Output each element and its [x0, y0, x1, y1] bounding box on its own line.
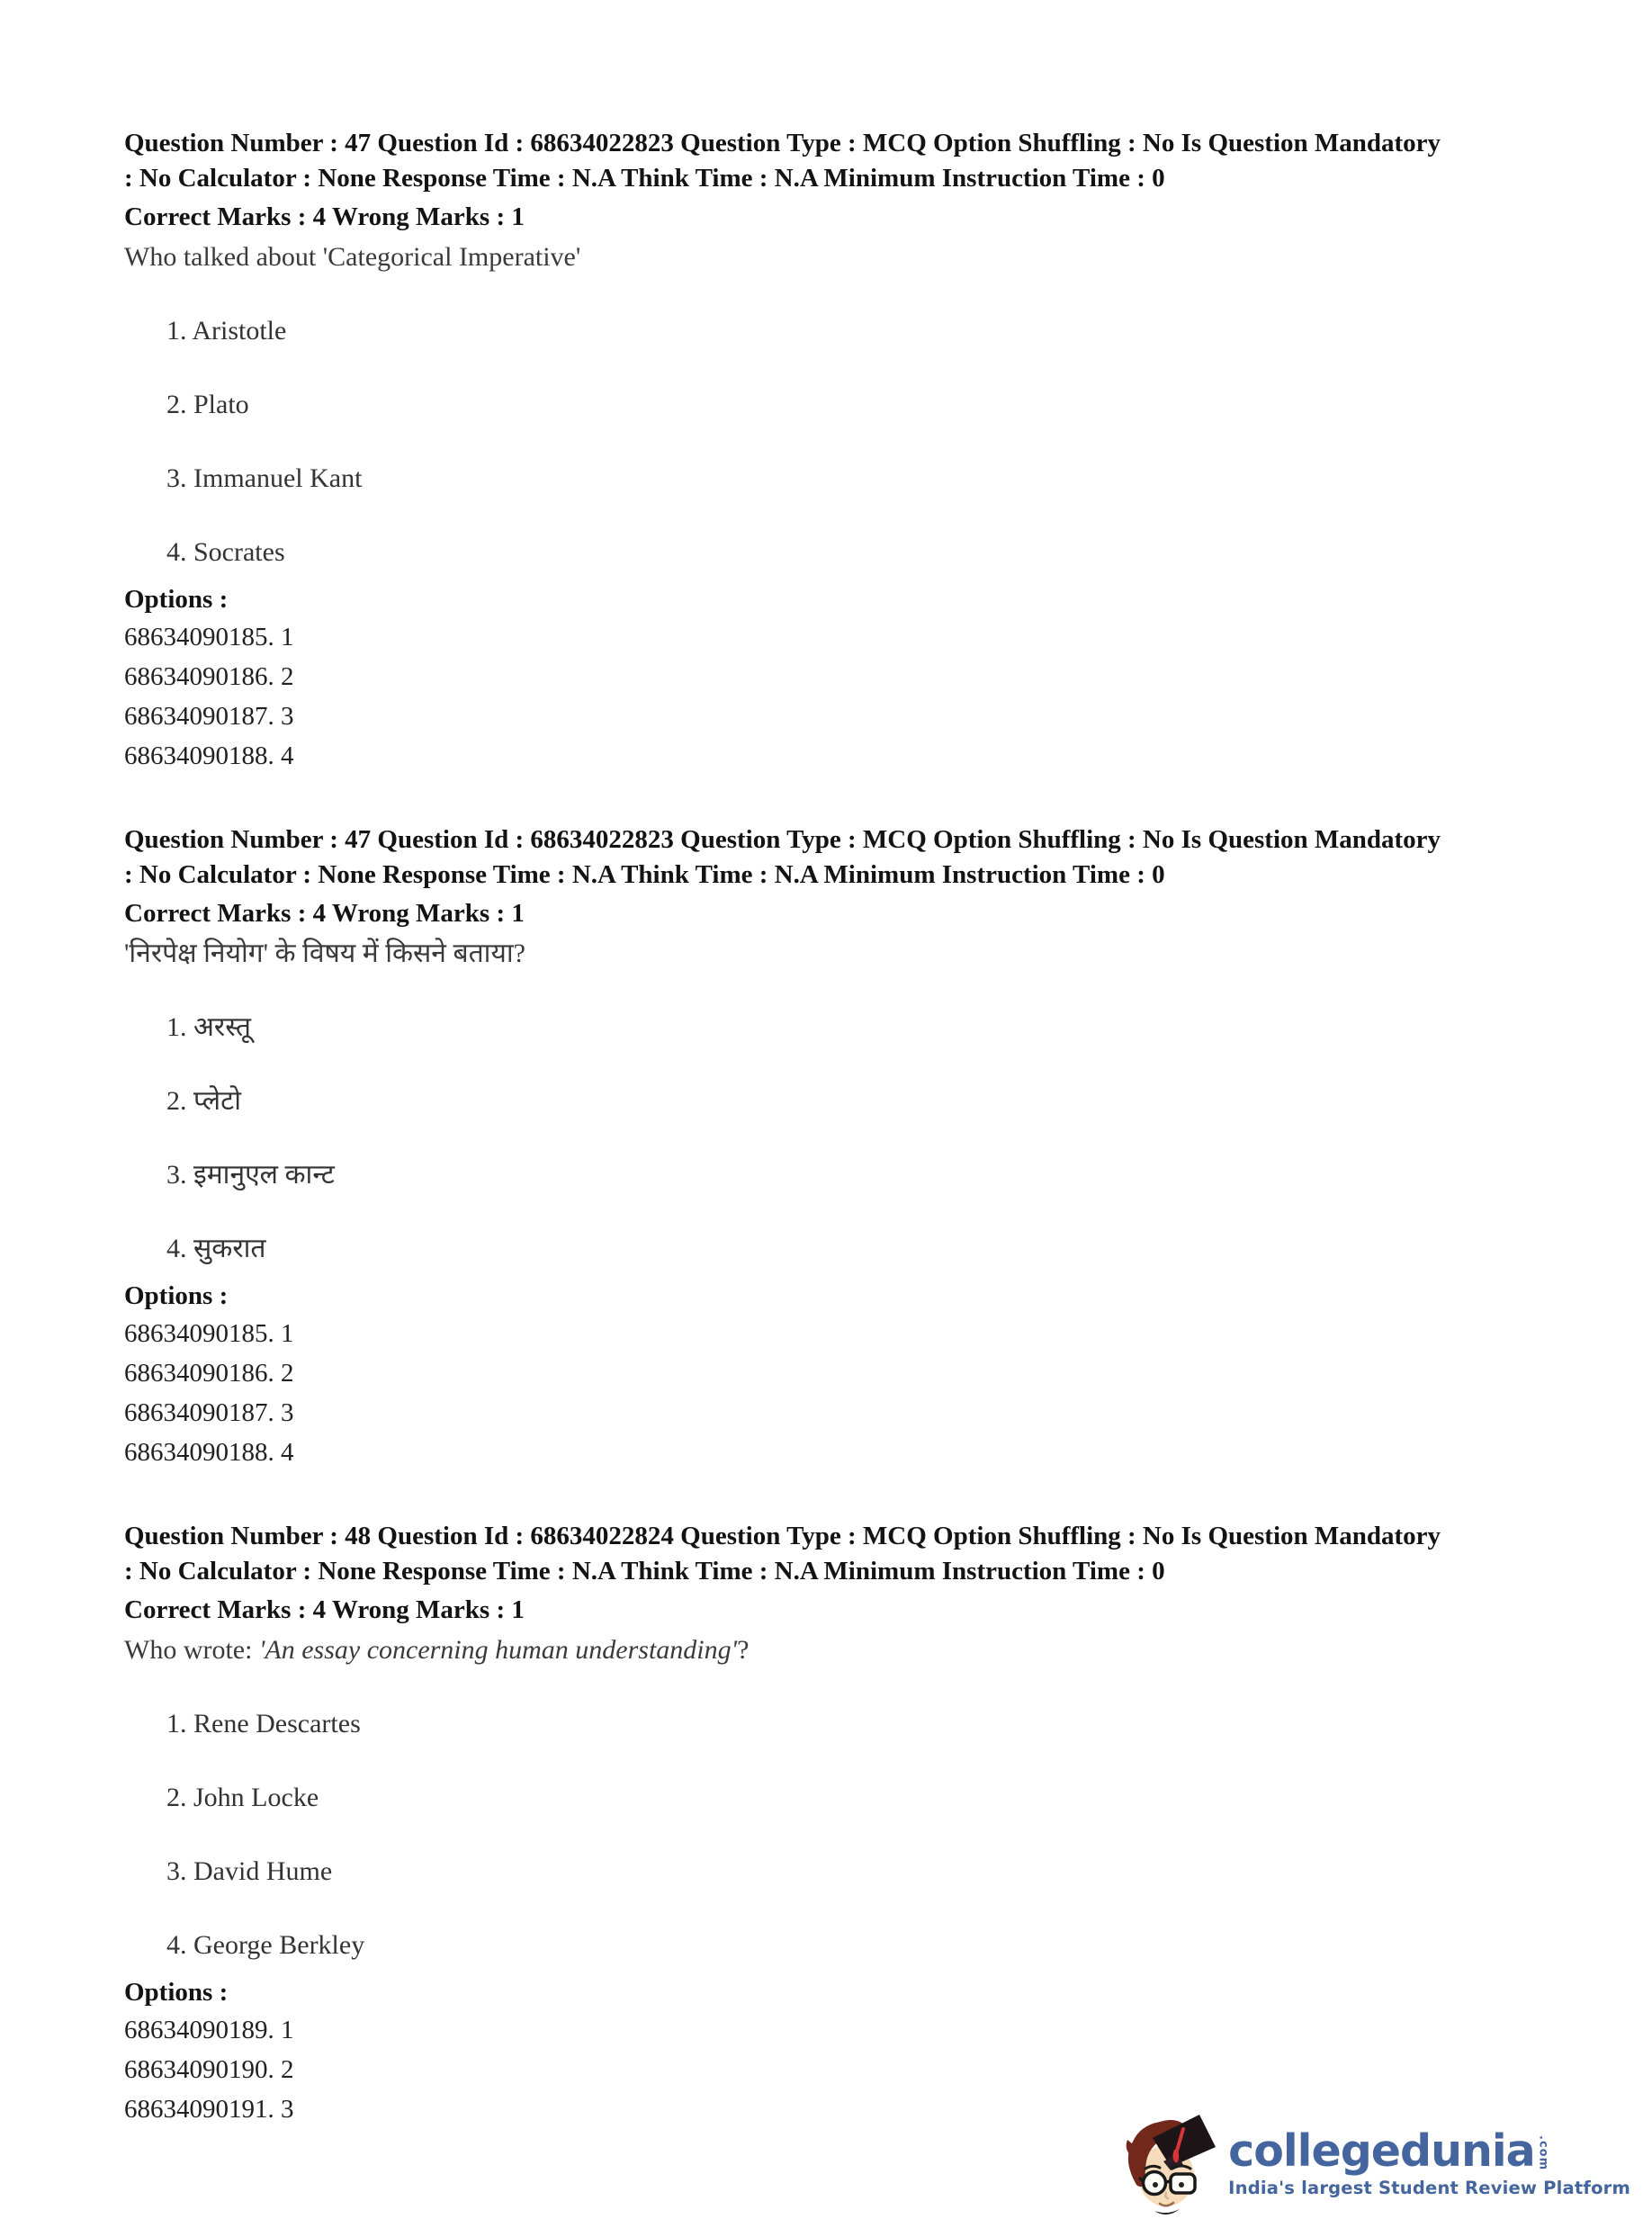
question-meta-line: : No Calculator : None Response Time : N.A Think Time : N.A Minimum Instruction Time : 0: [124, 860, 1165, 889]
option-id: 68634090187. 3: [124, 1398, 294, 1427]
option-id: 68634090187. 3: [124, 702, 294, 731]
option-id: 68634090188. 4: [124, 1438, 294, 1467]
brand-tld: .com: [1536, 2135, 1550, 2171]
option-id: 68634090189. 1: [124, 2016, 294, 2044]
answer-choice: 1. अरस्तू: [166, 1012, 251, 1042]
marks-line: Correct Marks : 4 Wrong Marks : 1: [124, 202, 525, 231]
question-block-47-english: [124, 126, 1546, 776]
marks-line: Correct Marks : 4 Wrong Marks : 1: [124, 899, 525, 928]
question-text: [124, 239, 1546, 275]
options-label: Options :: [124, 585, 229, 614]
question-text-part: 'निरपेक्ष नियोग' के विषय में किसने बताया?: [124, 939, 525, 968]
question-meta-line: Question Number : 47 Question Id : 68634022823 Question Type : MCQ Option Shuffling : No Is Question Mandatory: [124, 129, 1441, 157]
answer-choice: 2. John Locke: [166, 1783, 319, 1812]
question-meta-line: : No Calculator : None Response Time : N.A Think Time : N.A Minimum Instruction Time : 0: [124, 1557, 1165, 1586]
options-label: Options :: [124, 1281, 229, 1310]
options-label: Options :: [124, 1978, 229, 2007]
question-meta-header: [124, 126, 1546, 196]
question-text-part: ?: [737, 1635, 750, 1665]
question-meta-header: [124, 822, 1546, 893]
answer-choice: 1. Rene Descartes: [166, 1709, 361, 1738]
question-text: [124, 1632, 1546, 1668]
question-meta-header: [124, 1519, 1546, 1589]
option-id: 68634090190. 2: [124, 2055, 294, 2084]
question-text-italic: 'An essay concerning human understanding': [258, 1635, 738, 1665]
answer-choice: 4. Socrates: [166, 537, 285, 567]
option-id: 68634090186. 2: [124, 1359, 294, 1388]
collegedunia-mascot-icon: [1118, 2109, 1219, 2217]
answer-choice: 4. George Berkley: [166, 1930, 365, 1960]
question-meta-line: Question Number : 48 Question Id : 68634022824 Question Type : MCQ Option Shuffling : No Is Question Mandatory: [124, 1522, 1441, 1550]
question-text-part: Who wrote:: [124, 1635, 259, 1665]
collegedunia-logo: [1118, 2109, 1630, 2217]
question-meta-line: Question Number : 47 Question Id : 68634022823 Question Type : MCQ Option Shuffling : No Is Question Mandatory: [124, 825, 1441, 854]
option-id: 68634090191. 3: [124, 2095, 294, 2124]
brand-name: collegedunia: [1228, 2125, 1535, 2177]
question-block-47-hindi: [124, 822, 1546, 1472]
question-meta-line: : No Calculator : None Response Time : N.A Think Time : N.A Minimum Instruction Time : 0: [124, 164, 1165, 193]
brand-tagline: India's largest Student Review Platform: [1228, 2178, 1630, 2198]
answer-choice: 3. Immanuel Kant: [166, 463, 363, 493]
logo-text: [1228, 2125, 1630, 2198]
answer-choice: 3. इमानुएल कान्ट: [166, 1160, 335, 1190]
answer-choice: 1. Aristotle: [166, 316, 287, 346]
answer-choice: 4. सुकरात: [166, 1234, 266, 1263]
question-block-48-english: [124, 1519, 1546, 2129]
option-id: 68634090185. 1: [124, 1319, 294, 1348]
question-paper: [124, 126, 1546, 2176]
answer-choice: 2. Plato: [166, 390, 249, 419]
option-id: 68634090188. 4: [124, 741, 294, 770]
question-text-part: Who talked about 'Categorical Imperative': [124, 242, 581, 272]
answer-choice: 2. प्लेटो: [166, 1086, 242, 1116]
option-id: 68634090185. 1: [124, 623, 294, 651]
answer-choice: 3. David Hume: [166, 1856, 333, 1886]
option-id: 68634090186. 2: [124, 662, 294, 691]
question-text: [124, 936, 1546, 972]
marks-line: Correct Marks : 4 Wrong Marks : 1: [124, 1595, 525, 1624]
